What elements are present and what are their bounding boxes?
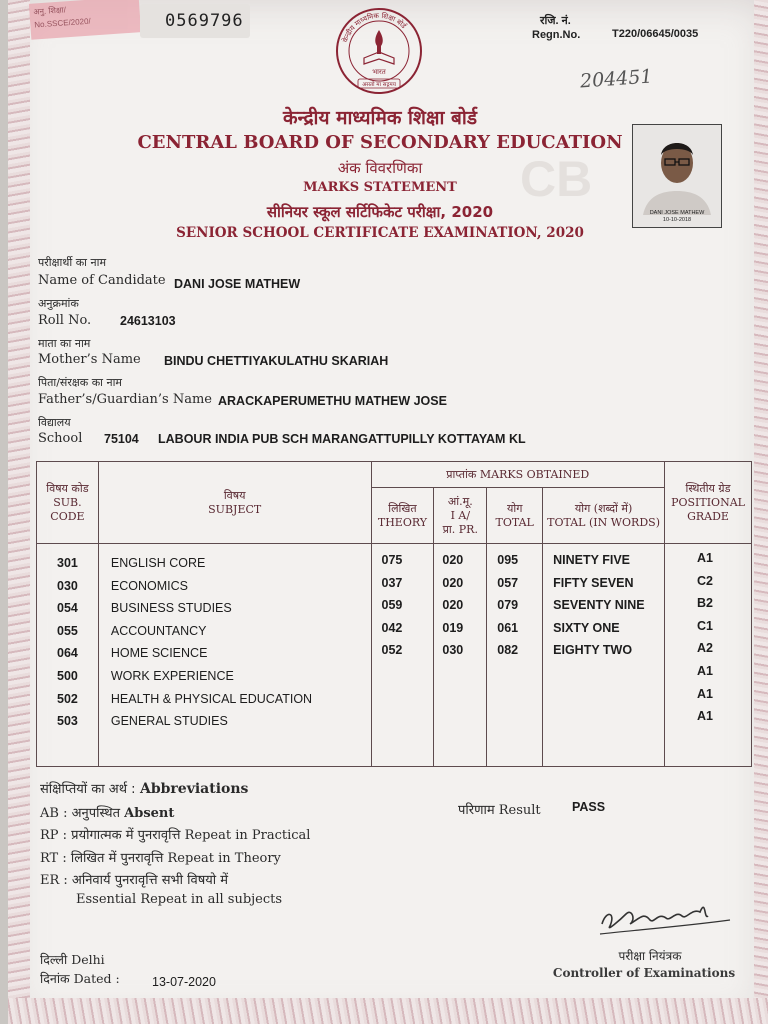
emblem-top-text: केन्द्रीय माध्यमिक शिक्षा बोर्ड: [341, 11, 408, 44]
abbr-er-english: Essential Repeat in all subjects: [76, 892, 283, 907]
subject-grade-cell: A1: [697, 663, 713, 678]
abbr-rt-hindi: RT : लिखित में पुनरावृत्ति: [40, 851, 164, 866]
total-words-header-hindi: योग (शब्दों में): [574, 501, 633, 515]
subject-code-cell: 500: [57, 668, 78, 683]
emblem-motto: असतो मा सद्गमय: [362, 82, 396, 88]
ia-header-hindi: आं.मू.: [447, 494, 473, 508]
father-label-hindi: पिता/संरक्षक का नाम: [38, 376, 123, 389]
handwritten-number: 204451: [579, 65, 654, 93]
subject-total-cell: [497, 707, 542, 730]
subject-total-cell: 095: [497, 553, 519, 567]
school-code: 75104: [104, 432, 139, 446]
emblem-mid-text: भारत: [372, 68, 386, 76]
subject-grade-cell: A2: [697, 641, 713, 656]
grade-header: [665, 462, 752, 544]
sub-code-header: [37, 462, 99, 544]
marks-obtained-english: MARKS OBTAINED: [479, 467, 590, 481]
abbr-ab-english: Absent: [124, 806, 175, 821]
dated-label: [40, 970, 120, 987]
subject-total-cell: 061: [497, 620, 519, 635]
subject-ia-cell: [442, 685, 486, 708]
subject-name-cell: GENERAL STUDIES: [110, 714, 228, 729]
subject-total-cell: 079: [497, 598, 519, 613]
subject-theory-cell: [382, 685, 434, 708]
serial-number: 0569796: [165, 11, 244, 31]
roll-label-hindi: अनुक्रमांक: [38, 297, 79, 310]
board-name-english: CENTRAL BOARD OF SECONDARY EDUCATION: [137, 132, 623, 153]
right-guilloche-border: [754, 0, 768, 1024]
subject-words-cell: [553, 685, 664, 708]
left-guilloche-border: [8, 0, 30, 1024]
regn-number: T220/06645/0035: [612, 28, 699, 40]
name-label-hindi: परीक्षार्थी का नाम: [38, 256, 107, 269]
subject-code-cell: 502: [57, 691, 78, 706]
abbreviations-title-hindi: संक्षिप्तियों का अर्थ :: [40, 782, 136, 797]
subject-name-cell: BUSINESS STUDIES: [110, 601, 232, 616]
stamp-line-2: No.SSCE/2020/: [34, 16, 92, 30]
subject-words-cell: NINETY FIVE: [553, 553, 631, 567]
subject-theory-cell: 075: [381, 553, 403, 567]
subject-grade-cell: A1: [697, 686, 713, 701]
dated-value: 13-07-2020: [152, 975, 216, 989]
sub-code-header-hindi: विषय कोड: [46, 481, 89, 495]
subject-ia-cell: [442, 707, 486, 730]
dated-label-hindi: दिनांक: [40, 971, 70, 986]
subject-name-cell: WORK EXPERIENCE: [110, 668, 234, 683]
father-name: ARACKAPERUMETHU MATHEW JOSE: [218, 394, 447, 408]
regn-label-english: Regn.No.: [532, 29, 581, 41]
statement-title-english: MARKS STATEMENT: [303, 180, 457, 195]
place-english: Delhi: [71, 952, 105, 967]
subject-ia-cell: 020: [442, 553, 464, 567]
board-name-hindi: केन्द्रीय माध्यमिक शिक्षा बोर्ड: [283, 107, 477, 129]
regn-label-hindi: रजि. नं.: [540, 15, 571, 27]
grade-header-2: GRADE: [687, 509, 729, 523]
subject-code-cell: 054: [57, 601, 78, 616]
subject-code-cell: 064: [57, 646, 78, 661]
father-label: Father’s/Guardian’s Name: [38, 392, 212, 407]
subject-theory-cell: 037: [381, 575, 403, 590]
watermark: CB: [520, 151, 593, 207]
subject-total-cell: [497, 662, 542, 685]
subject-theory-cell: 059: [381, 598, 403, 613]
ia-header-pr: प्रा. PR.: [442, 522, 478, 536]
theory-header-english: THEORY: [377, 515, 428, 529]
roll-number: 24613103: [120, 314, 176, 328]
abbr-rp-english: Repeat in Practical: [184, 828, 311, 843]
total-header-english: TOTAL: [495, 515, 534, 529]
subject-header-english: SUBJECT: [208, 502, 262, 516]
total-words-header: [543, 488, 665, 544]
subject-code-cell: 301: [57, 556, 78, 570]
subject-grade-cell: C2: [697, 573, 713, 588]
exam-title-hindi: सीनियर स्कूल सर्टिफिकेट परीक्षा, 2020: [266, 203, 494, 221]
grade-header-hindi: स्थितीय ग्रेड: [685, 481, 731, 495]
subject-grade-cell: A1: [697, 709, 713, 724]
subject-name-cell: HEALTH & PHYSICAL EDUCATION: [110, 691, 313, 706]
subject-code-cell: 030: [57, 578, 78, 593]
subject-name-cell: ACCOUNTANCY: [110, 623, 207, 638]
subject-theory-cell: [382, 707, 434, 730]
subject-grade-cell: C1: [697, 618, 713, 633]
ia-header: [434, 488, 487, 544]
school-label: School: [38, 431, 83, 446]
subject-column: [98, 544, 371, 767]
grade-header-1: POSITIONAL: [671, 495, 745, 509]
subject-total-cell: [497, 685, 542, 708]
subject-code-cell: 055: [57, 623, 78, 638]
subject-name-cell: ENGLISH CORE: [110, 556, 206, 570]
name-label: Name of Candidate: [38, 273, 166, 288]
abbr-ab-hindi: AB : अनुपस्थित: [40, 806, 120, 821]
subject-theory-cell: [382, 662, 434, 685]
subject-total-cell: 082: [497, 643, 519, 658]
roll-label: Roll No.: [38, 313, 92, 328]
marks-obtained-hindi: प्राप्तांक: [446, 467, 477, 481]
ia-header-english: I A/: [450, 508, 471, 522]
candidate-name: DANI JOSE MATHEW: [174, 277, 301, 291]
abbr-rp: [40, 825, 310, 843]
abbr-er: ER : अनिवार्य पुनरावृत्ति सभी विषयो में: [40, 873, 229, 888]
photo-caption-date: 10-10-2018: [662, 217, 692, 223]
marks-obtained-header: [371, 462, 665, 488]
subject-grade-cell: B2: [697, 596, 713, 611]
subject-words-cell: [553, 662, 664, 685]
ia-column: [434, 544, 487, 767]
subject-header: [98, 462, 371, 544]
abbr-rp-hindi: RP : प्रयोगात्मक में पुनरावृत्ति: [40, 828, 181, 843]
subject-words-cell: [553, 707, 664, 730]
subject-ia-cell: 019: [442, 620, 464, 635]
subject-ia-cell: 020: [442, 598, 464, 613]
place-hindi: दिल्ली: [40, 952, 68, 967]
sub-code-header-2: CODE: [50, 509, 85, 523]
place: [40, 951, 105, 968]
subject-words-cell: FIFTY SEVEN: [553, 575, 634, 590]
regn-label: [532, 14, 580, 42]
abbreviations-title-english: Abbreviations: [139, 781, 249, 797]
total-words-header-english: TOTAL (IN WORDS): [547, 515, 660, 529]
subject-ia-cell: 030: [442, 643, 464, 658]
mother-name: BINDU CHETTIYAKULATHU SKARIAH: [164, 354, 389, 368]
subject-theory-cell: 042: [381, 620, 403, 635]
abbr-ab: [40, 803, 174, 821]
abbreviations-title: [40, 779, 248, 797]
subject-ia-cell: [442, 662, 486, 685]
total-column: [487, 544, 543, 767]
subject-ia-cell: 020: [442, 575, 464, 590]
statement-title-hindi: अंक विवरणिका: [337, 159, 423, 177]
result-value: PASS: [572, 800, 606, 814]
subject-total-cell: 057: [497, 575, 519, 590]
controller-title: Controller of Examinations: [552, 966, 736, 980]
photo-caption: [634, 210, 720, 224]
total-header-hindi: योग: [506, 501, 523, 515]
subject-code-cell: 503: [57, 714, 78, 729]
controller-signature-icon: [596, 890, 736, 938]
subject-name-cell: ECONOMICS: [110, 578, 188, 593]
subject-theory-cell: 052: [381, 643, 403, 658]
subject-name-cell: HOME SCIENCE: [110, 646, 208, 661]
total-header: [487, 488, 543, 544]
dated-label-english: Dated :: [73, 971, 120, 986]
subject-grade-cell: A1: [697, 551, 713, 565]
abbr-rt: [40, 848, 281, 866]
controller-title-hindi: परीक्षा नियंत्रक: [618, 949, 682, 963]
mother-label-hindi: माता का नाम: [38, 337, 91, 350]
total-words-column: [543, 544, 665, 767]
school-label-hindi: विद्यालय: [38, 416, 71, 429]
marks-table: [36, 461, 752, 767]
grade-column: [665, 544, 752, 767]
subject-words-cell: EIGHTY TWO: [553, 643, 633, 658]
bottom-guilloche-border: [8, 998, 768, 1024]
theory-header-hindi: लिखित: [388, 501, 417, 515]
subject-words-cell: SEVENTY NINE: [553, 598, 645, 613]
stamp-line-1: अनु. शिक्षा/: [33, 5, 67, 17]
svg-text:केन्द्रीय माध्यमिक शिक्षा बोर्: [340, 11, 409, 43]
subject-header-hindi: विषय: [223, 488, 246, 502]
sub-code-header-1: SUB.: [53, 495, 82, 509]
theory-column: [371, 544, 434, 767]
school-name: LABOUR INDIA PUB SCH MARANGATTUPILLY KOTTAYAM KL: [158, 432, 526, 446]
mother-label: Mother’s Name: [38, 352, 141, 367]
exam-title-english: SENIOR SCHOOL CERTIFICATE EXAMINATION, 2020: [176, 225, 584, 241]
result-label-english: Result: [498, 803, 541, 818]
photo-caption-name: DANI JOSE MATHEW: [649, 210, 705, 216]
result-label-hindi: परिणाम: [458, 803, 495, 818]
abbr-rt-english: Repeat in Theory: [167, 851, 281, 866]
result-label: [458, 800, 541, 818]
code-column: [37, 544, 99, 767]
theory-header: [371, 488, 434, 544]
cbse-emblem-icon: [334, 6, 424, 96]
subject-words-cell: SIXTY ONE: [553, 620, 620, 635]
